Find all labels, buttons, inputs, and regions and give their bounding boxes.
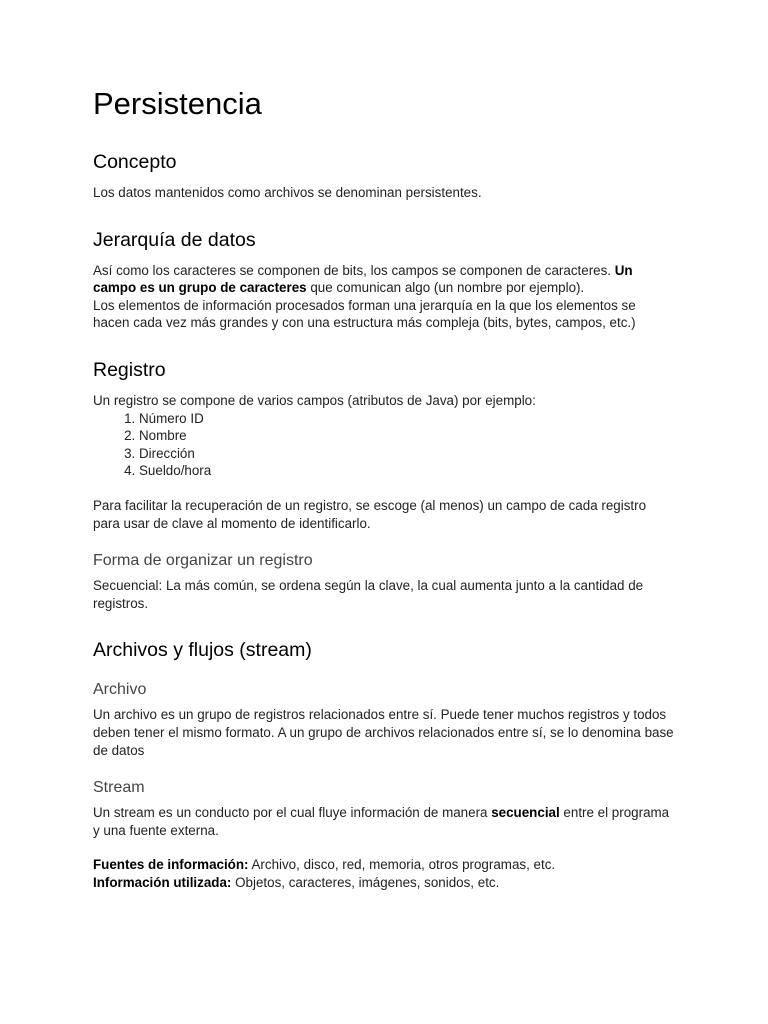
jerarquia-paragraph-2: Los elementos de información procesados forman una jerarquía en la que los elementos se hacen cada vez más grandes y con una estructura más compleja (bits, bytes, campos, etc.)	[93, 297, 636, 331]
list-item: 2. Nombre	[139, 427, 675, 445]
subsection-heading-forma: Forma de organizar un registro	[93, 552, 313, 570]
fuentes-text: Archivo, disco, red, memoria, otros programas, etc.	[248, 857, 556, 873]
subsection-heading-stream: Stream	[93, 779, 145, 797]
stream-text-part1: Un stream es un conducto por el cual fluye información de manera	[93, 805, 492, 821]
archivo-text: Un archivo es un grupo de registros relacionados entre sí. Puede tener muchos registros y todos deben tener el mismo formato. A un grupo de archivos relacionados entre sí, se lo denomina base de datos	[93, 707, 674, 758]
list-item: 4. Sueldo/hora	[139, 462, 675, 480]
section-heading-archivos: Archivos y flujos (stream)	[93, 639, 312, 662]
jerarquia-paragraph-1	[93, 262, 675, 297]
registro-text: Para facilitar la recuperación de un registro, se escoge (al menos) un campo de cada registro para usar de clave al momento de identificarlo.	[93, 497, 647, 531]
jerarquia-text-part1: Así como los caracteres se componen de bits, los campos se componen de caracteres.	[93, 262, 615, 278]
section-heading-registro: Registro	[93, 358, 166, 381]
list-item: 3. Dirección	[139, 445, 675, 463]
info-line	[93, 874, 675, 892]
registro-intro: Un registro se compone de varios campos (atributos de Java) por ejemplo:	[93, 392, 536, 408]
page-title: Persistencia	[93, 86, 262, 121]
concepto-text: Los datos mantenidos como archivos se denominan persistentes.	[93, 185, 482, 200]
fuentes-line	[93, 856, 675, 874]
list-item: 1. Número ID	[139, 410, 675, 428]
forma-text: Secuencial: La más común, se ordena según la clave, la cual aumenta junto a la cantidad de registros.	[93, 578, 644, 611]
stream-bold-text: secuencial	[491, 805, 560, 821]
info-label: Información utilizada:	[93, 874, 232, 890]
subsection-heading-archivo: Archivo	[93, 681, 147, 699]
stream-text	[93, 804, 675, 839]
section-heading-jerarquia: Jerarquía de datos	[93, 228, 256, 251]
jerarquia-bold-text: Un campo es un grupo de caracteres	[93, 262, 633, 296]
jerarquia-text-part2: que comunican algo (un nombre por ejemplo).	[306, 280, 585, 296]
document-content	[93, 148, 675, 891]
stream-text-part2: entre el programa y una fuente externa.	[93, 805, 670, 838]
registro-field-list	[93, 410, 675, 480]
info-text: Objetos, caracteres, imágenes, sonidos, etc.	[231, 874, 500, 890]
section-heading-concepto: Concepto	[93, 151, 177, 173]
fuentes-label: Fuentes de información:	[93, 857, 249, 873]
